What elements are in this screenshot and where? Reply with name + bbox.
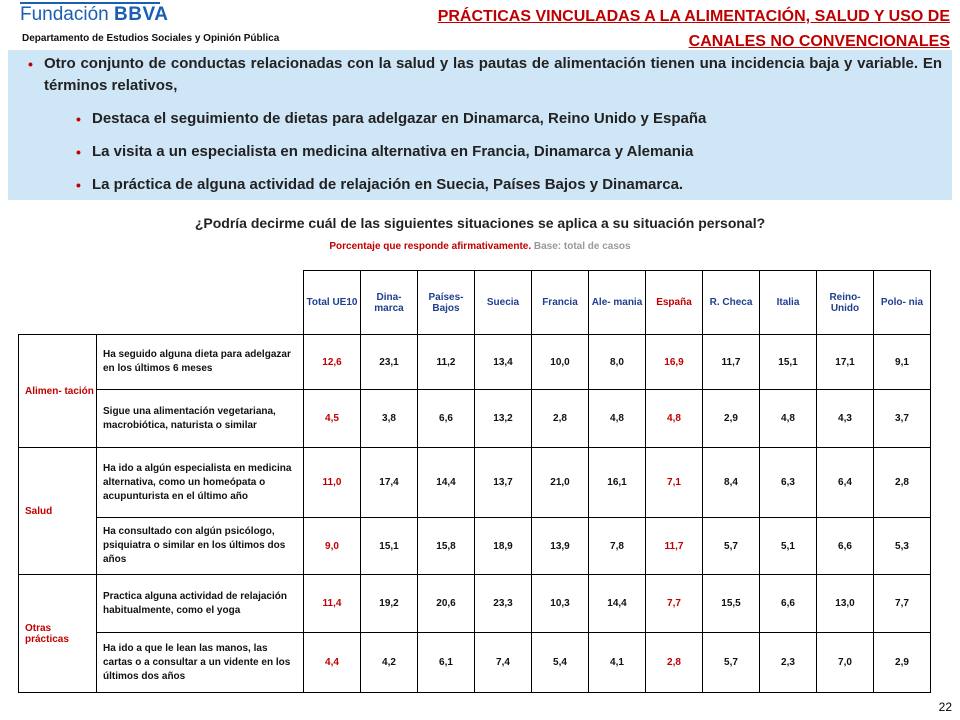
cell-value: 6,3 [760, 448, 817, 518]
cell-value: 9,1 [874, 335, 931, 390]
cell-value: 15,8 [418, 518, 475, 575]
cell-value: 2,9 [874, 633, 931, 693]
cell-value: 7,1 [646, 448, 703, 518]
col-header: Francia [532, 271, 589, 335]
cell-value: 4,8 [760, 390, 817, 448]
summary-main [28, 53, 942, 97]
summary-point-text: La visita a un especialista en medicina alternativa en Francia, Dinamarca y Alemania [92, 143, 694, 160]
row-label: Ha ido a que le lean las manos, las cartas o a consultar a un vidente en los últimos dos años [97, 633, 304, 693]
cell-value: 11,0 [304, 448, 361, 518]
cell-value: 8,0 [589, 335, 646, 390]
cell-value: 13,0 [817, 575, 874, 633]
cell-value: 11,4 [304, 575, 361, 633]
col-header: R. Checa [703, 271, 760, 335]
cell-value: 16,9 [646, 335, 703, 390]
cell-value: 2,8 [532, 390, 589, 448]
cell-value: 5,7 [703, 518, 760, 575]
summary-main-text: Otro conjunto de conductas relacionadas con la salud y las pautas de alimentación tienen una incidencia baja y variable. En términos relativos, [44, 55, 942, 94]
cell-value: 13,4 [475, 335, 532, 390]
cell-value: 7,7 [874, 575, 931, 633]
col-header: Reino- Unido [817, 271, 874, 335]
cell-value: 3,8 [361, 390, 418, 448]
survey-subtitle [0, 241, 960, 252]
cell-value: 5,1 [760, 518, 817, 575]
cell-value: 11,2 [418, 335, 475, 390]
col-header: Italia [760, 271, 817, 335]
page-number: 22 [938, 700, 952, 714]
cell-value: 15,1 [361, 518, 418, 575]
row-label: Practica alguna actividad de relajación habitualmente, como el yoga [97, 575, 304, 633]
summary-point-text: Destaca el seguimiento de dietas para adelgazar en Dinamarca, Reino Unido y España [92, 110, 707, 127]
cell-value: 3,7 [874, 390, 931, 448]
cell-value: 13,9 [532, 518, 589, 575]
summary-point [28, 141, 942, 163]
cell-value: 16,1 [589, 448, 646, 518]
cell-value: 6,4 [817, 448, 874, 518]
survey-question: ¿Podría decirme cuál de las siguientes situaciones se aplica a su situación personal? [194, 215, 766, 231]
summary-point [28, 108, 942, 130]
cell-value: 2,3 [760, 633, 817, 693]
summary-box [8, 50, 952, 200]
row-group-label: Otras prácticas [19, 575, 97, 693]
table-row [19, 633, 931, 693]
table-row [19, 390, 931, 448]
cell-value: 11,7 [646, 518, 703, 575]
cell-value: 14,4 [589, 575, 646, 633]
cell-value: 17,1 [817, 335, 874, 390]
cell-value: 18,9 [475, 518, 532, 575]
subtitle-text: Porcentaje que responde afirmativamente. [329, 241, 532, 252]
cell-value: 21,0 [532, 448, 589, 518]
cell-value: 20,6 [418, 575, 475, 633]
bullet-icon: • [76, 177, 81, 193]
cell-value: 5,7 [703, 633, 760, 693]
cell-value: 6,1 [418, 633, 475, 693]
logo-brand: BBVA [114, 4, 169, 25]
cell-value: 12,6 [304, 335, 361, 390]
col-header: Dina- marca [361, 271, 418, 335]
slide-title-text: PRÁCTICAS VINCULADAS A LA ALIMENTACIÓN, SALUD Y USO DE CANALES NO CONVENCIONALES [437, 8, 950, 50]
cell-value: 2,8 [646, 633, 703, 693]
cell-value: 19,2 [361, 575, 418, 633]
col-header: España [646, 271, 703, 335]
table-row [19, 518, 931, 575]
row-label: Ha ido a algún especialista en medicina alternativa, como un homeópata o acupunturista en el último año [97, 448, 304, 518]
cell-value: 23,1 [361, 335, 418, 390]
cell-value: 15,5 [703, 575, 760, 633]
cell-value: 5,4 [532, 633, 589, 693]
cell-value: 7,8 [589, 518, 646, 575]
row-label: Sigue una alimentación vegetariana, macrobiótica, naturista o similar [97, 390, 304, 448]
col-header: Países- Bajos [418, 271, 475, 335]
row-group-label: Alimen- tación [19, 335, 97, 448]
cell-value: 7,0 [817, 633, 874, 693]
cell-value: 6,6 [817, 518, 874, 575]
base-text: Base: total de casos [533, 241, 631, 252]
cell-value: 13,2 [475, 390, 532, 448]
col-header: Polo- nia [874, 271, 931, 335]
cell-value: 8,4 [703, 448, 760, 518]
cell-value: 11,7 [703, 335, 760, 390]
header-blank [19, 271, 304, 335]
summary-point [28, 174, 942, 196]
logo-prefix: Fundación [20, 4, 109, 25]
row-group-label: Salud [19, 448, 97, 575]
cell-value: 4,8 [646, 390, 703, 448]
cell-value: 2,9 [703, 390, 760, 448]
cell-value: 4,4 [304, 633, 361, 693]
logo [20, 4, 190, 26]
department-label: Departamento de Estudios Sociales y Opinión Pública [22, 33, 280, 44]
cell-value: 6,6 [760, 575, 817, 633]
table-header-row [19, 271, 931, 335]
cell-value: 17,4 [361, 448, 418, 518]
slide-title [390, 4, 950, 54]
cell-value: 2,8 [874, 448, 931, 518]
cell-value: 10,0 [532, 335, 589, 390]
col-header: Ale- mania [589, 271, 646, 335]
cell-value: 4,3 [817, 390, 874, 448]
cell-value: 7,4 [475, 633, 532, 693]
table-row [19, 575, 931, 633]
cell-value: 14,4 [418, 448, 475, 518]
bullet-icon: • [76, 111, 81, 127]
bullet-icon: • [28, 56, 33, 72]
cell-value: 15,1 [760, 335, 817, 390]
cell-value: 6,6 [418, 390, 475, 448]
col-header: Suecia [475, 271, 532, 335]
row-label: Ha consultado con algún psicólogo, psiquiatra o similar en los últimos dos años [97, 518, 304, 575]
cell-value: 4,1 [589, 633, 646, 693]
cell-value: 4,8 [589, 390, 646, 448]
col-header: Total UE10 [304, 271, 361, 335]
cell-value: 7,7 [646, 575, 703, 633]
cell-value: 13,7 [475, 448, 532, 518]
cell-value: 4,5 [304, 390, 361, 448]
cell-value: 5,3 [874, 518, 931, 575]
summary-point-text: La práctica de alguna actividad de relajación en Suecia, Países Bajos y Dinamarca. [92, 176, 684, 193]
cell-value: 23,3 [475, 575, 532, 633]
table-row [19, 448, 931, 518]
bullet-icon: • [76, 144, 81, 160]
cell-value: 9,0 [304, 518, 361, 575]
results-table [18, 270, 931, 693]
table-row [19, 335, 931, 390]
cell-value: 4,2 [361, 633, 418, 693]
row-label: Ha seguido alguna dieta para adelgazar en los últimos 6 meses [97, 335, 304, 390]
cell-value: 10,3 [532, 575, 589, 633]
